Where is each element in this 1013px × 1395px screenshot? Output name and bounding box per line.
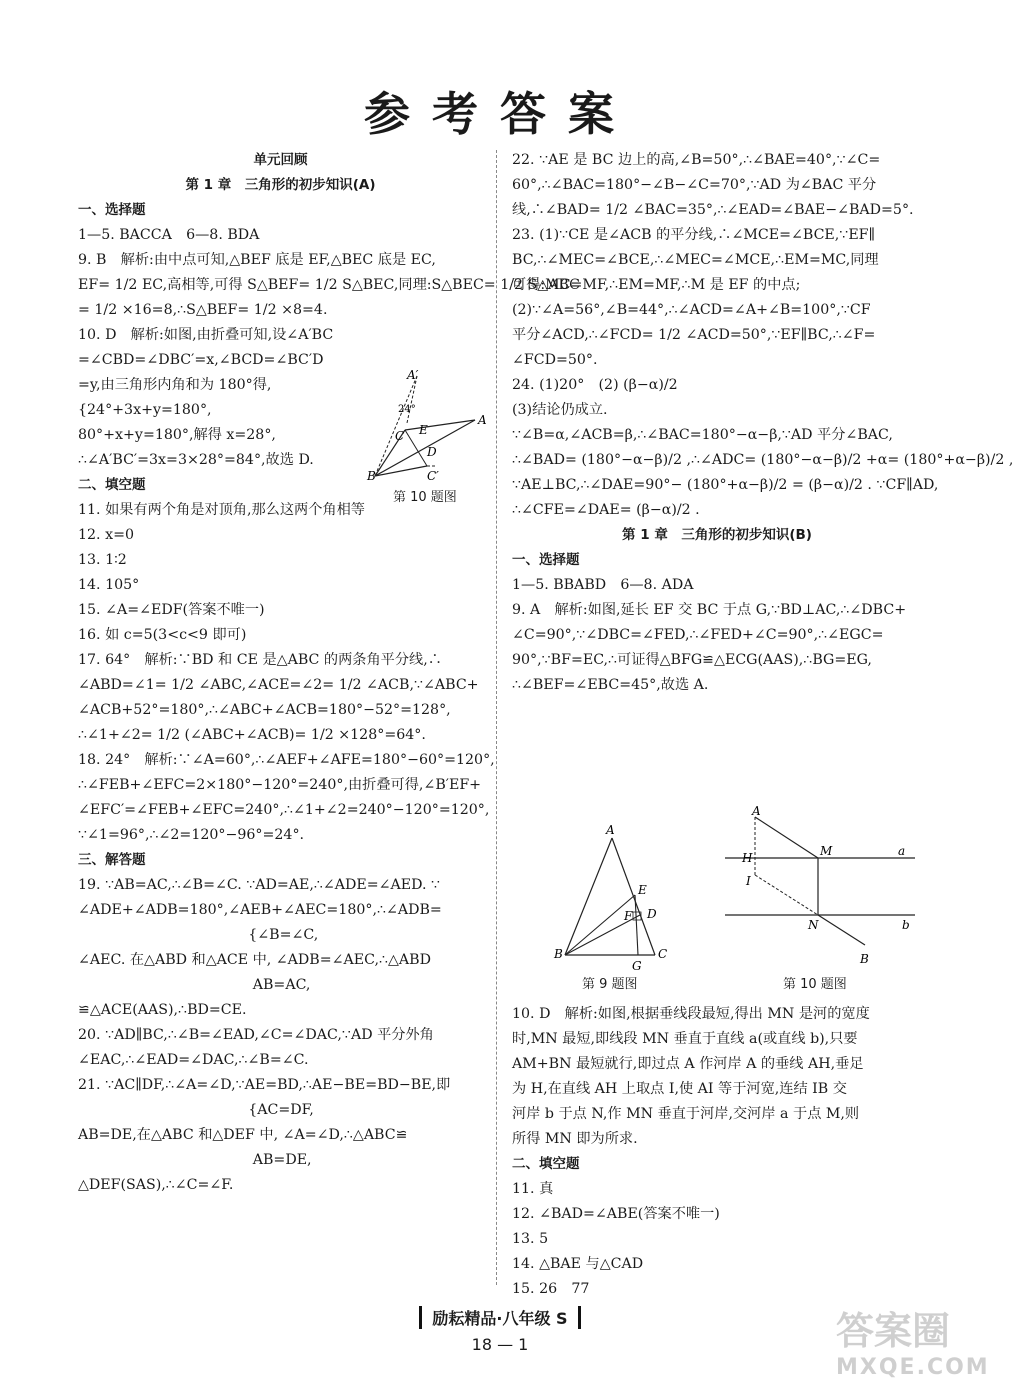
right_lines_2-line: 13. 5 bbox=[512, 1231, 549, 1247]
right_lines-line: ∴∠CFE=∠DAE= (β−α)/2 . bbox=[512, 502, 700, 518]
right_lines-line: 22. ∵AE 是 BC 边上的高,∠B=50°,∴∠BAE=40°,∵∠C= bbox=[512, 152, 881, 168]
right_lines-line: (3)结论仍成立. bbox=[512, 402, 608, 418]
svg-text:F: F bbox=[624, 909, 633, 923]
left_lines-line: ∠ADE+∠ADB=180°,∠AEB+∠AEC=180°,∴∠ADB= bbox=[78, 902, 442, 918]
svg-text:I: I bbox=[746, 874, 751, 888]
left_lines-line: △DEF(SAS),∴∠C=∠F. bbox=[78, 1177, 234, 1193]
right_lines_2-line: 14. △BAE 与△CAD bbox=[512, 1256, 644, 1272]
figure-q9-caption: 第 9 题图 bbox=[582, 977, 638, 992]
svg-text:A: A bbox=[478, 413, 487, 427]
left_lines-line: =∠CBD=∠DBC′=x,∠BCD=∠BC′D bbox=[78, 352, 324, 368]
right_lines-line: (2)∵∠A=56°,∠B=44°,∴∠ACD=∠A+∠B=100°,∵CF bbox=[512, 302, 871, 318]
watermark-top: 答案圈 bbox=[836, 1309, 951, 1353]
left_lines-line: ∴∠1+∠2= 1/2 (∠ABC+∠ACB)= 1/2 ×128°=64°. bbox=[78, 727, 426, 743]
svg-text:B: B bbox=[554, 947, 563, 961]
right_lines_2-line: 15. 26 77 bbox=[512, 1281, 590, 1297]
right_lines-line: 第 1 章 三角形的初步知识(B) bbox=[622, 527, 812, 543]
right_lines_2-line: 河岸 b 于点 N,作 MN 垂直于河岸,交河岸 a 于点 M,则 bbox=[512, 1106, 860, 1122]
svg-text:a: a bbox=[898, 844, 906, 858]
left_lines-line: 二、填空题 bbox=[78, 477, 146, 493]
svg-text:D: D bbox=[427, 445, 437, 459]
right_lines-line: BC,∴∠MEC=∠BCE,∴∠MEC=∠MCE,∴EM=MC,同理 bbox=[512, 252, 879, 268]
left_lines-line: ∴∠FEB+∠EFC=2×180°−120°=240°,由折叠可得,∠B′EF+ bbox=[78, 777, 482, 793]
left_lines-line: 三、解答题 bbox=[78, 852, 146, 868]
left_lines-line: 19. ∵AB=AC,∴∠B=∠C. ∵AD=AE,∴∠ADE=∠AED. ∵ bbox=[78, 877, 441, 893]
right_lines-line: 9. A 解析:如图,延长 EF 交 BC 于点 G,∵BD⊥AC,∴∠DBC+ bbox=[512, 602, 907, 618]
left_lines-line: ∠EAC,∴∠EAD=∠DAC,∴∠B=∠C. bbox=[78, 1052, 309, 1068]
left_lines-line: {AC=DF, bbox=[78, 1102, 314, 1118]
right_lines-line: 24. (1)20° (2) (β−α)/2 bbox=[512, 377, 678, 393]
svg-text:C: C bbox=[395, 429, 405, 443]
svg-text:B: B bbox=[860, 952, 869, 966]
left_lines-line: 80°+x+y=180°,解得 x=28°, bbox=[78, 427, 276, 443]
figure-q10-caption: 第 10 题图 bbox=[393, 490, 457, 505]
right_lines-line: 一、选择题 bbox=[512, 552, 580, 568]
figure-q10-fold bbox=[365, 368, 485, 493]
left_lines-line: ∠AEC. 在△ABD 和△ACE 中, ∠ADB=∠AEC,∴△ABD bbox=[78, 952, 431, 968]
svg-text:H: H bbox=[742, 851, 753, 865]
left_lines-line: 一、选择题 bbox=[78, 202, 146, 218]
right_lines_2-line: AM+BN 最短就行,即过点 A 作河岸 A 的垂线 AH,垂足 bbox=[512, 1056, 864, 1072]
right_lines_2-line: 12. ∠BAD=∠ABE(答案不唯一) bbox=[512, 1206, 720, 1222]
left_lines-line: 第 1 章 三角形的初步知识(A) bbox=[185, 177, 376, 193]
svg-text:E: E bbox=[638, 883, 647, 897]
right_lines-line: 可得:MC=MF,∴EM=MF,∴M 是 EF 的中点; bbox=[512, 277, 801, 293]
svg-text:24°: 24° bbox=[398, 404, 416, 415]
watermark-logo bbox=[836, 1300, 990, 1380]
left_lines-line: 15. ∠A=∠EDF(答案不唯一) bbox=[78, 602, 265, 618]
footer-brand: 励耘精品·八年级 S bbox=[419, 1306, 580, 1329]
svg-text:B: B bbox=[367, 469, 376, 483]
left_lines-line: EF= 1/2 EC,高相等,可得 S△BEF= 1/2 S△BEC,同理:S△BEC= 1/2 S△ABC bbox=[78, 277, 580, 293]
right-column bbox=[512, 148, 1013, 698]
right_lines-line: 60°,∴∠BAC=180°−∠B−∠C=70°,∵AD 为∠BAC 平分 bbox=[512, 177, 877, 193]
left_lines-line: 17. 64° 解析:∵BD 和 CE 是△ABC 的两条角平分线,∴ bbox=[78, 652, 442, 668]
svg-text:A: A bbox=[606, 823, 615, 837]
column-divider bbox=[496, 150, 497, 1285]
left_lines-line: {24°+3x+y=180°, bbox=[78, 402, 212, 418]
left_lines-line: = 1/2 ×16=8,∴S△BEF= 1/2 ×8=4. bbox=[78, 302, 328, 318]
left_lines-line: 18. 24° 解析:∵∠A=60°,∴∠AEF+∠AFE=180°−60°=120°, bbox=[78, 752, 495, 768]
left_lines-line: 1—5. BACCA 6—8. BDA bbox=[78, 227, 260, 243]
right_lines_2-line: 时,MN 最短,即线段 MN 垂直于直线 a(或直线 b),只要 bbox=[512, 1031, 858, 1047]
svg-text:C′: C′ bbox=[427, 469, 439, 483]
right_lines-line: ∠C=90°,∵∠DBC=∠FED,∴∠FED+∠C=90°,∴∠EGC= bbox=[512, 627, 884, 643]
right_lines-line: 23. (1)∵CE 是∠ACB 的平分线,∴∠MCE=∠BCE,∵EF∥ bbox=[512, 227, 876, 243]
figure-q10b-caption: 第 10 题图 bbox=[783, 977, 847, 992]
svg-text:N: N bbox=[808, 918, 819, 932]
figure-q9-triangle bbox=[550, 820, 680, 973]
left_lines-line: ∠ABD=∠1= 1/2 ∠ABC,∠ACE=∠2= 1/2 ∠ACB,∵∠ABC+ bbox=[78, 677, 479, 693]
svg-text:A′: A′ bbox=[407, 368, 419, 382]
left_lines-line: ≌△ACE(AAS),∴BD=CE. bbox=[78, 1002, 247, 1018]
right_lines_2-line: 为 H,在直线 AH 上取点 I,使 AI 等于河宽,连结 IB 交 bbox=[512, 1081, 847, 1097]
right_lines_2-line: 11. 真 bbox=[512, 1181, 554, 1197]
svg-text:E: E bbox=[419, 423, 428, 437]
right-column-lower bbox=[512, 1002, 922, 1302]
left_lines-line: 13. 1∶2 bbox=[78, 552, 127, 568]
svg-text:b: b bbox=[902, 918, 910, 932]
left_lines-line: 14. 105° bbox=[78, 577, 140, 593]
left_lines-line: 21. ∵AC∥DF,∴∠A=∠D,∵AE=BD,∴AE−BE=BD−BE,即 bbox=[78, 1077, 451, 1093]
svg-text:A: A bbox=[752, 804, 761, 818]
figure-q10-river bbox=[720, 805, 920, 970]
right_lines-line: 90°,∵BF=EC,∴可证得△BFG≌△ECG(AAS),∴BG=EG, bbox=[512, 652, 872, 668]
left_lines-line: ∠ACB+52°=180°,∴∠ABC+∠ACB=180°−52°=128°, bbox=[78, 702, 451, 718]
right_lines-line: 1—5. BBABD 6—8. ADA bbox=[512, 577, 694, 593]
right_lines-line: ∵AE⊥BC,∴∠DAE=90°− (180°+α−β)/2 = (β−α)/2 . ∵CF∥AD, bbox=[512, 477, 939, 493]
svg-text:D: D bbox=[647, 907, 657, 921]
right_lines-line: ∴∠BEF=∠EBC=45°,故选 A. bbox=[512, 677, 709, 693]
page-number: 18 — 1 bbox=[471, 1335, 529, 1354]
left_lines-line: ∴∠A′BC′=3x=3×28°=84°,故选 D. bbox=[78, 452, 314, 468]
left_lines-line: 11. 如果有两个角是对顶角,那么这两个角相等 bbox=[78, 502, 365, 518]
right_lines-line: ∠FCD=50°. bbox=[512, 352, 598, 368]
left_lines-line: ∵∠1=96°,∴∠2=120°−96°=24°. bbox=[78, 827, 305, 843]
left_lines-line: {∠B=∠C, bbox=[78, 927, 319, 943]
left_lines-line: AB=DE,在△ABC 和△DEF 中, ∠A=∠D,∴△ABC≌ bbox=[78, 1127, 408, 1143]
svg-text:C: C bbox=[658, 947, 668, 961]
left_lines-line: ∠EFC′=∠FEB+∠EFC=240°,∴∠1+∠2=240°−120°=120°, bbox=[78, 802, 490, 818]
right_lines_2-line: 二、填空题 bbox=[512, 1156, 580, 1172]
left_lines-line: 12. x=0 bbox=[78, 527, 134, 543]
page-title: 参考答案 bbox=[364, 87, 636, 141]
right_lines-line: ∵∠B=α,∠ACB=β,∴∠BAC=180°−α−β,∵AD 平分∠BAC, bbox=[512, 427, 893, 443]
left_lines-line: 单元回顾 bbox=[253, 152, 308, 168]
right_lines_2-line: 10. D 解析:如图,根据垂线段最短,得出 MN 是河的宽度 bbox=[512, 1006, 870, 1022]
right_lines-line: 线,∴∠BAD= 1/2 ∠BAC=35°,∴∠EAD=∠BAE−∠BAD=5°. bbox=[512, 202, 914, 218]
watermark-bottom: MXQE.COM bbox=[836, 1355, 990, 1380]
left_lines-line: 9. B 解析:由中点可知,△BEF 底是 EF,△BEC 底是 EC, bbox=[78, 252, 436, 268]
left_lines-line: 16. 如 c=5(3<c<9 即可) bbox=[78, 627, 247, 643]
right_lines_2-line: 所得 MN 即为所求. bbox=[512, 1131, 638, 1147]
svg-text:M: M bbox=[820, 844, 833, 858]
svg-text:G: G bbox=[632, 959, 642, 973]
left_lines-line: AB=AC, bbox=[78, 977, 311, 993]
right_lines-line: ∴∠BAD= (180°−α−β)/2 ,∴∠ADC= (180°−α−β)/2 +α= (180°+α−β)/2 , bbox=[512, 452, 1013, 468]
left_lines-line: 10. D 解析:如图,由折叠可知,设∠A′BC bbox=[78, 327, 334, 343]
left_lines-line: AB=DE, bbox=[78, 1152, 312, 1168]
right_lines-line: 平分∠ACD,∴∠FCD= 1/2 ∠ACD=50°,∵EF∥BC,∴∠F= bbox=[512, 327, 876, 343]
left_lines-line: 20. ∵AD∥BC,∴∠B=∠EAD,∠C=∠DAC,∵AD 平分外角 bbox=[78, 1027, 434, 1043]
left_lines-line: =y,由三角形内角和为 180°得, bbox=[78, 377, 272, 393]
